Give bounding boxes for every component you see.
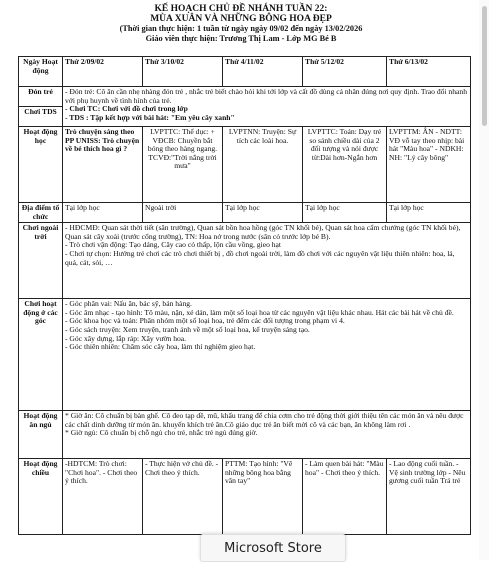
table-row — [19, 87, 471, 107]
table-row — [19, 203, 471, 223]
gio-ngu-line: * Giờ ngủ: Cô chuẩn bị chỗ ngủ cho trẻ, nhắc trẻ ngủ đúng giờ. — [65, 428, 258, 438]
don-tre-label: Đón trẻ — [19, 87, 63, 107]
document-title: KẾ HOẠCH CHỦ ĐỀ NHÁNH TUẦN 22: — [154, 4, 328, 14]
dia-diem-fri: Tại lớp học — [387, 203, 471, 223]
hoc-fri: LVPTTM: ÂN - NDTT: VĐ vỗ tay theo nhịp: bài hát "Màu hoa" - NDKH: NH: "Lý cây bông" — [387, 127, 471, 203]
don-tre-content — [63, 87, 471, 127]
goc-xay-dung: - Góc xây dựng, lắp ráp: Xây vườn hoa. — [65, 333, 187, 343]
choi-ngoai-troi-content — [63, 223, 471, 299]
vertical-scrollbar[interactable] — [479, 0, 489, 560]
hoc-tue: LVPTTC: Thể dục: + VĐCB: Chuyền bắt bóng theo hàng ngang. TCVĐ:"Trời nắng trời mưa" — [143, 127, 223, 203]
chieu-label: Hoạt động chiều — [19, 459, 63, 535]
day-header-mon: Thứ 2/09/02 — [63, 57, 143, 87]
hoc-wed: LVPTNN: Truyện: Sự tích các loài hoa. — [223, 127, 303, 203]
table-row — [19, 299, 471, 411]
choi-tds-label: Chơi TDS — [19, 107, 63, 127]
dia-diem-wed: Tại lớp học — [223, 203, 303, 223]
table-row — [19, 57, 471, 87]
day-header-fri: Thứ 6/13/02 — [387, 57, 471, 87]
table-row — [19, 411, 471, 459]
choi-ngoai-troi-label: Chơi ngoài trời — [19, 223, 63, 299]
don-tre-line: - Đón trẻ: Cô ân cần nhẹ nhàng đón trẻ , nhắc trẻ biết chào hỏi khi tới lớp và cất đồ dùng cá nhân đúng nơi quy định. Trao đổi nhanh với phụ huynh về tình hình của trẻ. — [65, 87, 467, 105]
tcvd-line: - Trò chơi vận động: Tạo dáng, Cây cao cỏ thấp, lộn cầu vồng, gieo hạt — [65, 240, 282, 250]
chieu-fri: - Lao động cuối tuần. - Vệ sinh trường lớp - Nêu gương cuối tuần Trả trẻ — [387, 459, 471, 535]
weekly-plan-table — [18, 56, 471, 535]
dia-diem-label: Địa điểm tổ chức — [19, 203, 63, 223]
choi-goc-content — [63, 299, 471, 411]
document-time: (Thời gian thực hiện: 1 tuần từ ngày ngày 09/02 đến ngày 13/02/2026 — [119, 24, 363, 33]
scrollbar-thumb[interactable] — [482, 6, 487, 126]
goc-am-nhac: - Góc âm nhạc - tạo hình: Tô màu, nặn, xé dán, làm một số loại hoa từ các nguyên vật liệu khác nhau. Hát các bài hát về chủ đề. — [65, 307, 454, 317]
days-label-cell: Ngày Hoạt động — [19, 57, 63, 87]
hoat-dong-hoc-label: Hoạt động học — [19, 127, 63, 203]
document-page — [6, 4, 476, 44]
hdcmd-line: - HĐCMĐ: Quan sát thời tiết (sân trường), Quan sát bồn hoa hồng (góc TN khối bé), Quan sát hoa cẩm chướng (góc TN khối bé), Quan sát cây xoài (trước cổng trường), TN: Hoa nở trong nước (sân cỏ trước lớp bé B). — [65, 223, 461, 241]
document-subtitle: MÙA XUÂN VÀ NHỮNG BÔNG HOA ĐẸP — [150, 14, 332, 24]
table-row — [19, 127, 471, 203]
an-ngu-label: Hoạt động ăn ngủ — [19, 411, 63, 459]
gio-an-line: * Giờ ăn: Cô chuẩn bị bàn ghế. Cô đeo tạp dề, mũ, khẩu trang để chia cơm cho trẻ động thời giới thiệu tên các món ăn và nêu được các chất dinh dưỡng từ món ăn. khuyến khích trẻ ăn.Cô giáo dục trẻ ăn biết mời cô và các bạn, ăn không làm rơi . — [65, 411, 464, 429]
microsoft-store-tooltip[interactable] — [200, 534, 346, 562]
chieu-wed: PTTM: Tạo hình: "Vẽ những bông hoa bằng vân tay" — [223, 459, 303, 535]
document-teacher: Giáo viên thực hiện: Trương Thị Lam - Lớp MG Bé B — [145, 34, 337, 43]
hoc-mon: Trò chuyện sáng theo PP UNISS: Trò chuyện về bé thích hoa gì ? — [63, 127, 143, 203]
goc-phan-vai: - Góc phân vai: Nấu ăn, bác sỹ, bán hàng. — [65, 299, 192, 309]
day-header-thu: Thứ 5/12/02 — [303, 57, 387, 87]
choi-tc-line: - Chơi TC: Chơi với đồ chơi trong lớp — [65, 104, 188, 114]
tds-line: - TDS : Tập kết hợp với bài hát: "Em yêu cây xanh" — [65, 112, 235, 122]
chieu-mon: -HDTCM: Trò chơi: "Chơi hoa". - Chơi theo ý thích. — [63, 459, 143, 535]
table-row — [19, 459, 471, 535]
chieu-tue: - Thực hiện vở chủ đề. - Chơi theo ý thích. — [143, 459, 223, 535]
goc-sach: - Góc sách truyện: Xem truyện, tranh ảnh về một số loại hoa, kể truyện sáng tạo. — [65, 324, 310, 334]
hoc-thu: LVPTTC: Toán: Dạy trẻ so sánh chiều dài của 2 đối tượng và nói được từ:Dài hơn-Ngắn hơn — [303, 127, 387, 203]
dia-diem-thu: Tại lớp học — [303, 203, 387, 223]
table-row — [19, 223, 471, 299]
choi-goc-label: Chơi hoạt động ở các góc — [19, 299, 63, 411]
goc-khoa-hoc: - Góc khoa học và toán: Phân nhóm một số loại hoa, trẻ đếm các đối tượng trong phạm vi 4. — [65, 316, 345, 326]
day-header-tue: Thứ 3/10/02 — [143, 57, 223, 87]
chieu-thu: - Làm quen bài hát: "Màu hoa" - Chơi theo ý thích. — [303, 459, 387, 535]
chon-line: - Chơi tự chọn: Hướng trẻ chơi các trò chơi thiết bị , đồ chơi ngoài trời, làm đồ chơi với các nguyên vật liệu thiên nhiên: hoa, lá, quả, cát, sỏi, … — [65, 248, 455, 267]
goc-thien-nhien: - Góc thiên nhiên: Chăm sóc cây hoa, làm thí nghiệm gieo hạt. — [65, 342, 256, 352]
dia-diem-tue: Ngoài trời — [143, 203, 223, 223]
day-header-wed: Thứ 4/11/02 — [223, 57, 303, 87]
an-ngu-content — [63, 411, 471, 459]
dia-diem-mon: Tại lớp học — [63, 203, 143, 223]
microsoft-store-label: Microsoft Store — [224, 540, 322, 556]
